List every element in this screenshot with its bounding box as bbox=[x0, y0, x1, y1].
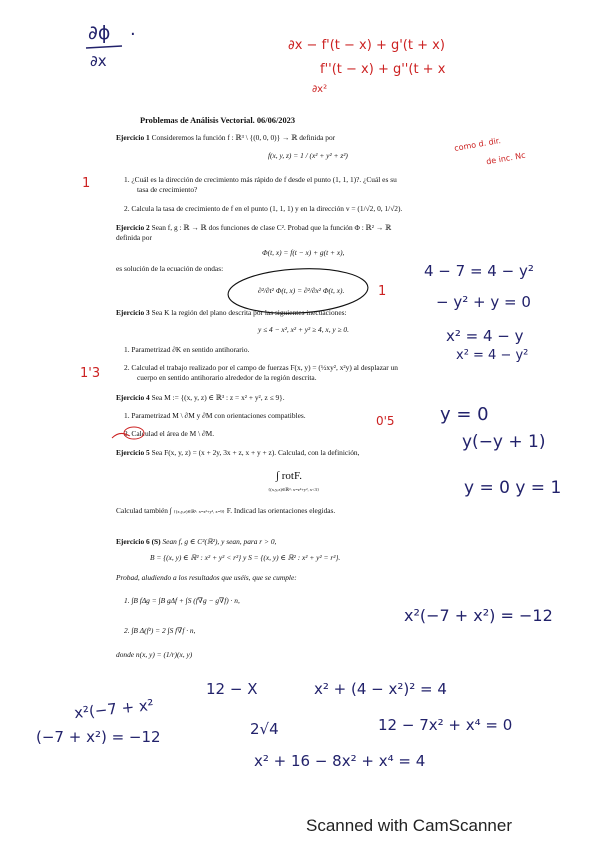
exercise-6-intro: Sean f, g ∈ C²(ℝ²), y sean, para r > 0, bbox=[162, 537, 277, 546]
exercise-3-intro: Sea K la región del plano descrita por las siguientes inecuaciones: bbox=[151, 308, 347, 317]
hw-eq-5: y = 0 bbox=[440, 404, 489, 425]
item-text: Parametrizad M \ ∂M y ∂M con orientaciones compatibles. bbox=[131, 411, 306, 420]
item-number: 2. bbox=[124, 204, 130, 213]
hw-eq-7: y = 0 y = 1 bbox=[464, 478, 562, 498]
hw-bottom-1: x²(−7 + x² bbox=[73, 695, 155, 723]
exercise-1-formula: f(x, y, z) = 1 / (x² + y² + z²) bbox=[268, 151, 348, 160]
exercise-6-label: Ejercicio 6 (S) bbox=[116, 537, 161, 546]
hw-eq-2: − y² + y = 0 bbox=[436, 293, 531, 311]
hw-red-wave-circle bbox=[227, 265, 369, 316]
item-number: 2. bbox=[124, 363, 130, 372]
hw-eq-8: x²(−7 + x²) = −12 bbox=[404, 606, 553, 625]
hw-red-note-a: como d. dir. bbox=[453, 135, 502, 154]
item-text: ∫B Δ(f²) = 2 ∫S f∇f · n, bbox=[131, 626, 196, 635]
exercise-5-label: Ejercicio 5 bbox=[116, 448, 150, 457]
hw-red-item-circle bbox=[124, 427, 144, 439]
hw-bottom-7: x² + 16 − 8x² + x⁴ = 4 bbox=[254, 752, 426, 770]
item-text: Calculad el área de M \ ∂M. bbox=[131, 429, 215, 438]
item-text: Calculad el trabajo realizado por el campo de fuerzas F(x, y) = (½xy², x²y) al desplazar un bbox=[131, 363, 398, 372]
exercise-2-line-2: definida por bbox=[116, 233, 152, 242]
hw-fraction-denominator: ∂x bbox=[90, 52, 107, 70]
hw-red-derivative-3: ∂x² bbox=[312, 84, 328, 95]
item-number: 1. bbox=[124, 345, 130, 354]
item-number: 2. bbox=[124, 429, 130, 438]
hw-bottom-2: (−7 + x²) = −12 bbox=[36, 728, 161, 746]
hw-eq-4: x² = 4 − y² bbox=[456, 348, 529, 363]
hw-eq-6: y(−y + 1) bbox=[462, 432, 546, 452]
exercise-1-intro: Consideremos la función f : ℝ³ \ {(0, 0, 0)} → ℝ definida por bbox=[151, 133, 336, 142]
exercise-4-label: Ejercicio 4 bbox=[116, 393, 150, 402]
text-part: Calculad también ∫ bbox=[116, 506, 172, 515]
exercise-5-integral-domain: {(x,y,z)∈ℝ³: x=z²+y², x<3} bbox=[268, 487, 320, 492]
item-text: Calcula la tasa de crecimiento de f en el punto (1, 1, 1) y en la dirección v = (1/√2, 0, 1/√2). bbox=[131, 204, 403, 213]
item-text: ∫B fΔg = ∫B gΔf + ∫S (f∇g − g∇f) · n, bbox=[131, 596, 240, 605]
exercise-6-sets: B = {(x, y) ∈ ℝ² : x² + y² < r²} y S = {(x, y) ∈ ℝ² : x² + y² = r²}. bbox=[150, 553, 341, 562]
camscanner-watermark: Scanned with CamScanner bbox=[306, 816, 513, 835]
exercise-5-intro: Sea F(x, y, z) = (x + 2y, 3x + z, x + y + z). Calculad, con la definición, bbox=[151, 448, 360, 457]
hw-red-score-1: 1 bbox=[82, 176, 91, 191]
text-part: F. Indicad las orientaciones elegidas. bbox=[226, 506, 336, 515]
hw-red-score-13: 1'3 bbox=[80, 366, 101, 381]
hw-red-derivative-2: f''(t − x) + g''(t + x bbox=[320, 62, 446, 77]
item-text: ¿Cuál es la dirección de crecimiento más rápido de f desde el punto (1, 1, 1)?. ¿Cuál es su bbox=[131, 175, 397, 184]
hw-eq-1: 4 − 7 = 4 − y² bbox=[424, 262, 534, 280]
item-text: Parametrizad ∂K en sentido antihorario. bbox=[131, 345, 250, 354]
exercise-3-item-2-cont: cuerpo en sentido antihorario alrededor de la región descrita. bbox=[137, 373, 317, 382]
hw-bottom-4: x² + (4 − x²)² = 4 bbox=[314, 680, 447, 698]
item-number: 1. bbox=[124, 411, 130, 420]
item-number: 1. bbox=[124, 596, 130, 605]
hw-red-note-b: de inc. Nc bbox=[485, 150, 527, 167]
exercise-3-inequalities: y ≤ 4 − x², x² + y² ≥ 4, x, y ≥ 0. bbox=[258, 325, 349, 334]
hw-bottom-3: 12 − X bbox=[206, 680, 258, 698]
document-title: Problemas de Análisis Vectorial. 06/06/2023 bbox=[140, 116, 296, 125]
hw-eq-3: x² = 4 − y bbox=[446, 327, 524, 345]
hw-bottom-5: 2√4 bbox=[250, 720, 279, 738]
exercise-2-label: Ejercicio 2 bbox=[116, 223, 150, 232]
exercise-2-line-1: Sean f, g : ℝ → ℝ dos funciones de clase C². Probad que la función Φ : ℝ² → ℝ bbox=[151, 223, 392, 232]
integral-domain: {(x,y,z)∈ℝ³: x=z²+y², x=9} bbox=[173, 509, 225, 514]
exercise-3-label: Ejercicio 3 bbox=[116, 308, 150, 317]
hw-red-score-05: 0'5 bbox=[376, 414, 395, 428]
hw-fraction-numerator: ∂ϕ bbox=[88, 22, 111, 44]
hw-red-derivative-1: ∂x − f'(t − x) + g'(t + x) bbox=[288, 38, 445, 53]
hw-red-score-1b: 1 bbox=[378, 284, 387, 299]
item-number: 1. bbox=[124, 175, 130, 184]
wave-equation: ∂²/∂t² Φ(t, x) = ∂²/∂x² Φ(t, x). bbox=[258, 286, 345, 295]
item-number: 2. bbox=[124, 626, 130, 635]
hw-bottom-6: 12 − 7x² + x⁴ = 0 bbox=[378, 716, 513, 734]
exercise-1-label: Ejercicio 1 bbox=[116, 133, 150, 142]
hw-fraction-bar bbox=[86, 46, 122, 48]
exercise-2-formula: Φ(t, x) = f(t − x) + g(t + x), bbox=[262, 248, 345, 257]
exercise-5-integral: ∫ rotF. bbox=[276, 470, 302, 482]
exercise-6-prove: Probad, aludiendo a los resultados que uséis, que se cumple: bbox=[116, 573, 297, 582]
exercise-1-item-1-cont: tasa de crecimiento? bbox=[137, 185, 198, 194]
exercise-6-where: donde n(x, y) = (1/r)(x, y) bbox=[116, 650, 193, 659]
exercise-4-intro: Sea M := {(x, y, z) ∈ ℝ³ : z = x² + y², z ≤ 9}. bbox=[151, 393, 285, 402]
exercise-2-line-3: es solución de la ecuación de ondas: bbox=[116, 264, 224, 273]
hw-fraction-dot: · bbox=[130, 24, 136, 45]
